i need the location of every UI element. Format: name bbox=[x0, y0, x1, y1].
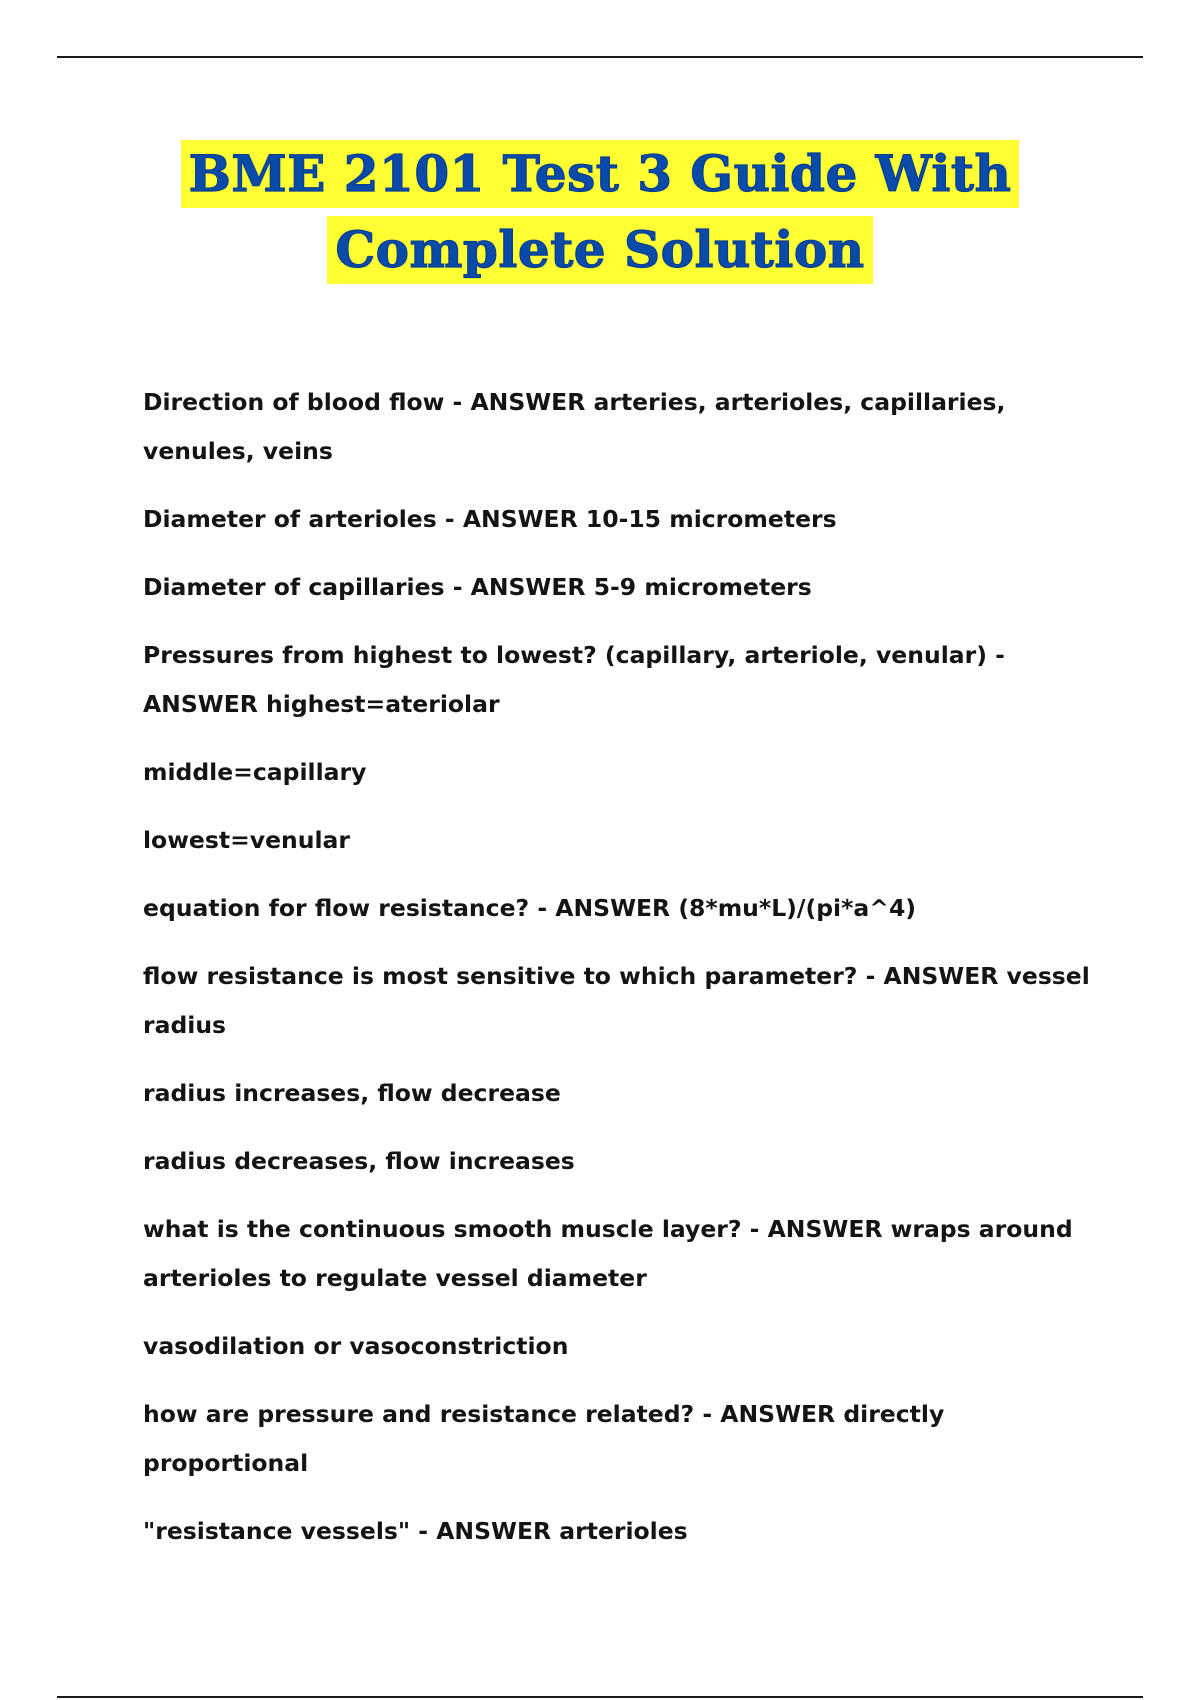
qa-entry: equation for flow resistance? - ANSWER (8*mu*L)/(pi*a^4) bbox=[143, 894, 917, 922]
qa-entry: Diameter of arterioles - ANSWER 10-15 micrometers bbox=[143, 505, 837, 533]
qa-entry: what is the continuous smooth muscle layer? - ANSWER wraps around arterioles to regulate vessel diameter bbox=[143, 1215, 1073, 1292]
qa-entry: Direction of blood flow - ANSWER arteries, arterioles, capillaries, venules, veins bbox=[143, 388, 1006, 465]
qa-entry: flow resistance is most sensitive to which parameter? - ANSWER vessel radius bbox=[143, 962, 1090, 1039]
qa-entry: radius increases, flow decrease bbox=[143, 1079, 561, 1107]
qa-entry: middle=capillary bbox=[143, 758, 367, 786]
qa-entry: how are pressure and resistance related? - ANSWER directly proportional bbox=[143, 1400, 945, 1477]
qa-entry: radius decreases, flow increases bbox=[143, 1147, 575, 1175]
qa-entry: Pressures from highest to lowest? (capillary, arteriole, venular) - ANSWER highest=ateriolar bbox=[143, 641, 1005, 718]
title-line-2: Complete Solution bbox=[327, 216, 872, 284]
qa-entry: vasodilation or vasoconstriction bbox=[143, 1332, 569, 1360]
document-title bbox=[0, 140, 1200, 284]
qa-entry: lowest=venular bbox=[143, 826, 350, 854]
qa-entry: "resistance vessels" - ANSWER arterioles bbox=[143, 1517, 688, 1545]
title-line-1: BME 2101 Test 3 Guide With bbox=[181, 140, 1020, 208]
bottom-divider bbox=[57, 1696, 1143, 1698]
qa-entry: Diameter of capillaries - ANSWER 5-9 micrometers bbox=[143, 573, 812, 601]
top-divider bbox=[57, 56, 1143, 58]
qa-list bbox=[143, 378, 1103, 1575]
